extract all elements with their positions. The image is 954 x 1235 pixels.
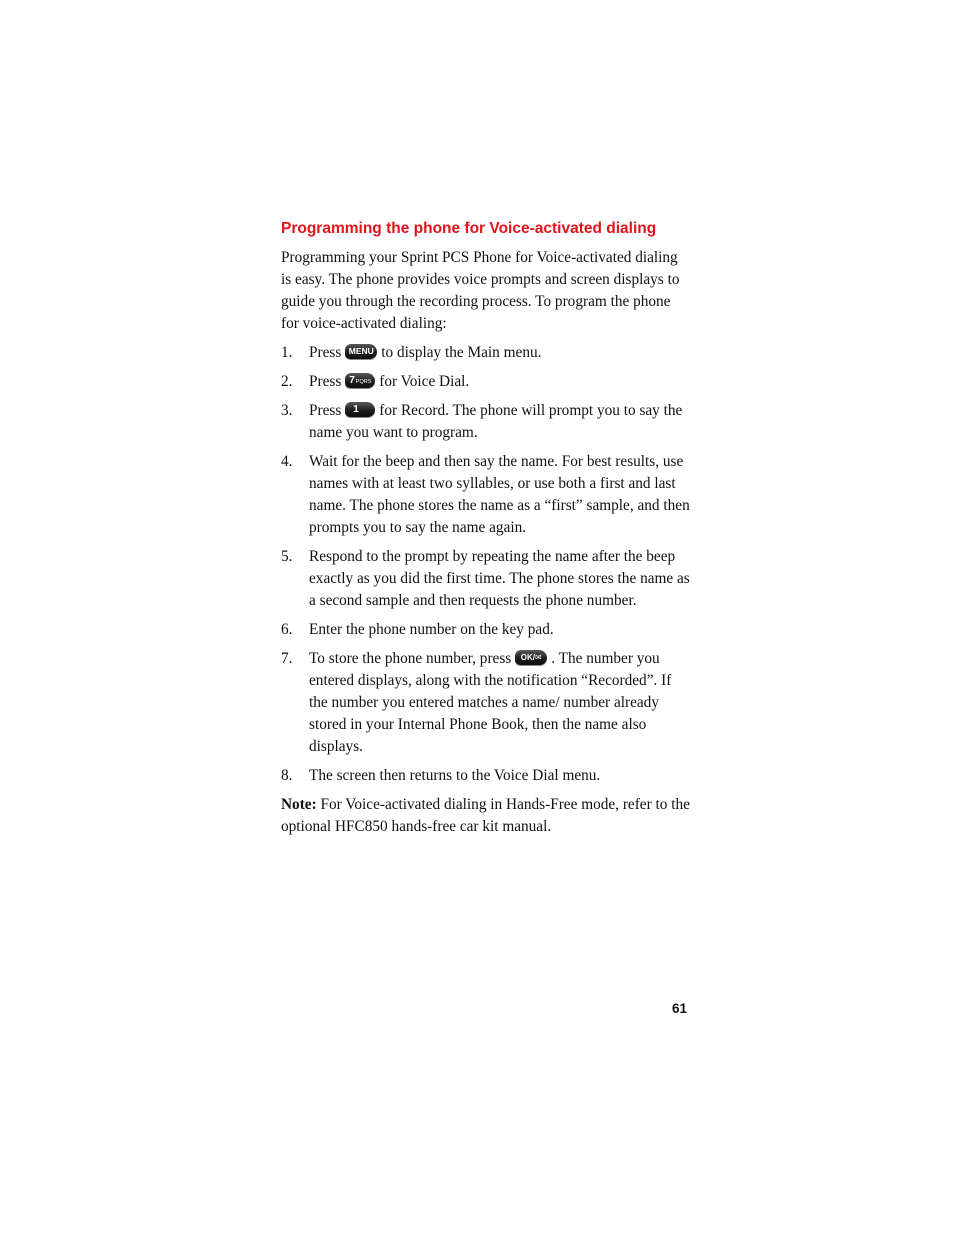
step-text: Wait for the beep and then say the name. For best results, use names with at least two syllables, or use both a first and last name. The phone stores the name as a “first” sample, and then prompts you to say the name again.: [309, 453, 690, 536]
list-item: [281, 619, 691, 641]
step-text-before: Press: [309, 344, 342, 361]
step-number: 8.: [281, 767, 293, 784]
list-item: [281, 765, 691, 787]
seven-key-digit: 7: [349, 374, 355, 386]
step-text: The screen then returns to the Voice Dial menu.: [309, 767, 601, 784]
step-text: Enter the phone number on the key pad.: [309, 621, 554, 638]
step-text-after: for Voice Dial.: [379, 373, 470, 390]
note-paragraph: [281, 794, 691, 838]
seven-key-letters: PQRS: [355, 378, 372, 385]
note-text: For Voice-activated dialing in Hands-Free mode, refer to the optional HFC850 hands-free car kit manual.: [281, 796, 690, 835]
list-item: [281, 400, 691, 444]
step-number: 3.: [281, 402, 293, 419]
step-number: 1.: [281, 344, 293, 361]
step-text-after: for Record. The phone will prompt you to say the name you want to program.: [309, 402, 683, 441]
page-content: [281, 218, 691, 838]
menu-key-icon: MENU: [345, 344, 377, 359]
step-text-before: To store the phone number, press: [309, 650, 512, 667]
list-item: [281, 546, 691, 612]
steps-list: [281, 342, 691, 787]
one-key-icon: [345, 402, 375, 417]
step-text-before: Press: [309, 373, 342, 390]
step-number: 4.: [281, 453, 293, 470]
list-item: [281, 648, 691, 758]
step-number: 6.: [281, 621, 293, 638]
intro-paragraph: Programming your Sprint PCS Phone for Voice-activated dialing is easy. The phone provides voice prompts and screen displays to guide you through the recording process. To program the phone for voice-activated dialing:: [281, 249, 680, 332]
seven-key-icon: [345, 373, 375, 388]
step-text-after: . The number you entered displays, along with the notification “Recorded”. If the number you entered matches a name/ number already stored in your Internal Phone Book, then the name also displays.: [309, 650, 672, 755]
ok-key-icon: OK/✉: [515, 650, 547, 665]
one-key-digit: 1: [353, 403, 359, 415]
note-label: Note:: [281, 796, 317, 813]
list-item: [281, 342, 691, 364]
step-number: 5.: [281, 548, 293, 565]
list-item: [281, 371, 691, 393]
section-heading: Programming the phone for Voice-activated dialing: [281, 220, 657, 237]
list-item: [281, 451, 691, 539]
step-text-before: Press: [309, 402, 342, 419]
step-text-after: to display the Main menu.: [381, 344, 542, 361]
step-text: Respond to the prompt by repeating the name after the beep exactly as you did the first time. The phone stores the name as a second sample and then requests the phone number.: [309, 548, 690, 609]
page-number: 61: [671, 1001, 687, 1016]
step-number: 2.: [281, 373, 293, 390]
step-number: 7.: [281, 650, 293, 667]
